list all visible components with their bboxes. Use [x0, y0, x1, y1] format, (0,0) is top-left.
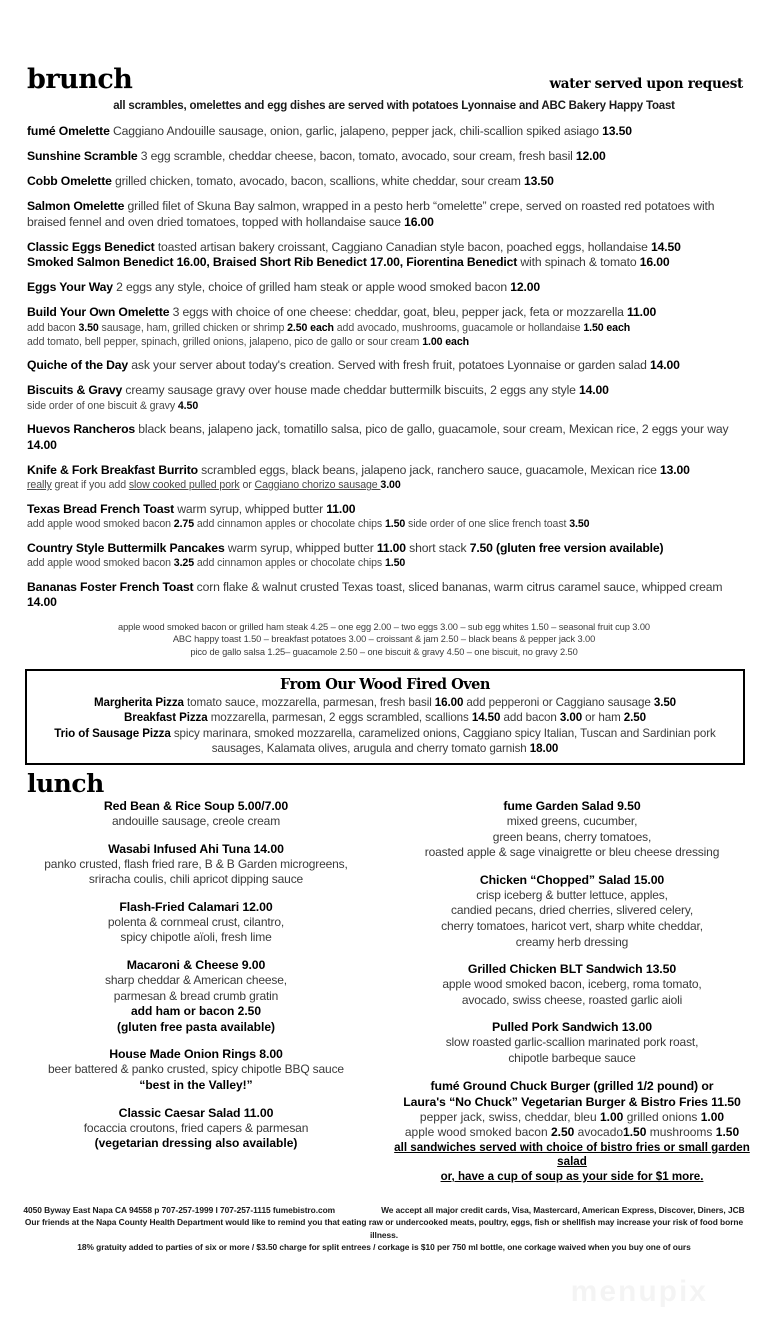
- option-text: pepper jack, swiss, cheddar, bleu: [419, 1109, 600, 1124]
- sides-line: ABC happy toast 1.50 – breakfast potatoes 3.00 – croissant & jam 2.50 – black beans & pepper jack 3.00: [172, 634, 596, 645]
- item-desc: andouille sausage, creole cream: [111, 814, 281, 829]
- short-stack-price: 7.50: [469, 540, 493, 555]
- option-text: avocado: [574, 1125, 624, 1140]
- item-desc: corn flake & walnut crusted Texas toast, sliced bananas, warm citrus caramel sauce, whipped cream: [193, 579, 723, 594]
- item-price: 16.00: [404, 214, 434, 229]
- addon-price: 2.50 each: [287, 321, 334, 334]
- smoked-salmon-benedict-price: 16.00: [176, 255, 207, 269]
- item-desc: slow roasted garlic-scallion marinated pork roast,: [445, 1035, 699, 1050]
- item-note: (gluten free pasta available): [116, 1019, 276, 1034]
- item-desc: creamy sausage gravy over house made cheddar buttermilk biscuits, 2 eggs any style: [122, 383, 580, 397]
- biscuits-side-line: [27, 399, 746, 413]
- item-price: 14.50: [650, 239, 681, 254]
- option-text: mushrooms: [646, 1125, 716, 1140]
- addon-text: or: [239, 479, 255, 491]
- item-extra-desc: add bacon: [500, 711, 560, 725]
- sides-price-block: [0, 621, 768, 659]
- addon-text: add apple wood smoked bacon: [27, 557, 174, 569]
- item-name: Huevos Rancheros: [27, 422, 136, 436]
- item-desc: panko crusted, flash fried rare, B & B Garden microgreens,: [44, 856, 348, 871]
- addon-text: add tomato, bell pepper, spinach, grilled onions, jalapeno, pico de gallo or sour cream: [27, 335, 423, 348]
- addon-option-pulled-pork: slow cooked pulled pork: [128, 479, 240, 491]
- item-price: 13.50: [523, 174, 554, 188]
- footer-health-notice: Our friends at the Napa County Health Department would like to remind you that eating raw or undercooked meats, poultry, eggs, fish or shellfish may increase your risk of food borne illness.: [24, 1217, 744, 1240]
- item-name: Country Style Buttermilk Pancakes: [27, 540, 225, 555]
- menu-item-huevos-rancheros: [27, 422, 746, 453]
- item-desc: sharp cheddar & American cheese,: [105, 973, 287, 988]
- sides-line: apple wood smoked bacon or grilled ham steak 4.25 – one egg 2.00 – two eggs 3.00 – sub egg whites 1.50 – seasonal fruit cup 3.00: [118, 621, 650, 632]
- item-price: 18.00: [529, 741, 559, 755]
- footer-top-row: [20, 1204, 748, 1217]
- menu-item-country-style-buttermilk-pancakes: [27, 541, 746, 571]
- item-extra-desc: add pepperoni or Caggiano sausage: [463, 696, 654, 710]
- item-name: fumé Omelette: [27, 124, 110, 138]
- item-name: Classic Eggs Benedict: [27, 239, 155, 254]
- menu-item-fume-omelette: [27, 124, 746, 140]
- addon-text: add avocado, mushrooms, guacamole or hollandaise: [333, 321, 584, 334]
- addon-price: 1.50: [384, 518, 406, 530]
- item-name: Texas Bread French Toast: [27, 501, 174, 516]
- sides-line: pico de gallo salsa 1.25– guacamole 2.50 – one biscuit & gravy 4.50 – one biscuit, no gravy 2.50: [190, 646, 578, 657]
- item-name: Quiche of the Day: [27, 358, 129, 372]
- item-desc: grilled chicken, tomato, avocado, bacon, scallions, white cheddar, sour cream: [111, 174, 524, 188]
- item-desc: tomato sauce, mozzarella, parmesan, fresh basil: [183, 696, 435, 710]
- menu-item-wasabi-infused-ahi-tuna: [16, 841, 376, 888]
- water-note: water served upon request: [549, 76, 743, 92]
- brunch-subnote: all scrambles, omelettes and egg dishes are served with potatoes Lyonnaise and ABC Bakery Happy Toast: [113, 100, 675, 112]
- addon-price: 3.50: [78, 321, 99, 334]
- item-desc: parmesan & bread crumb gratin: [113, 988, 279, 1003]
- addon-price: 1.50: [384, 557, 406, 569]
- footer-credit-cards: We accept all major credit cards, Visa, Mastercard, American Express, Discover, Diners, JCB: [381, 1204, 745, 1215]
- addon-price: 3.50: [569, 518, 590, 530]
- item-desc: mixed greens, cucumber,: [506, 814, 638, 829]
- menu-item-house-made-onion-rings: [16, 1046, 376, 1093]
- item-name: Classic Caesar Salad 11.00: [118, 1105, 274, 1120]
- item-name: Eggs Your Way: [27, 280, 113, 294]
- menu-item-bananas-foster-french-toast: [27, 580, 746, 611]
- fiorentina-benedict-desc: with spinach & tomato: [517, 255, 640, 269]
- menu-item-macaroni-and-cheese: [16, 957, 376, 1035]
- option-price: 1.00: [600, 1109, 624, 1124]
- menu-item-fume-garden-salad: [392, 798, 752, 861]
- item-desc: 2 eggs any style, choice of grilled ham steak or apple wood smoked bacon: [112, 280, 511, 294]
- fiorentina-benedict-name: Fiorentina Benedict: [406, 255, 518, 269]
- menu-item-knife-fork-breakfast-burrito: [27, 463, 746, 493]
- fiorentina-benedict-price: 16.00: [639, 255, 670, 269]
- short-rib-benedict-price: 17.00: [370, 255, 400, 269]
- addon-price: 1.00 each: [422, 335, 470, 348]
- item-desc: chipotle barbeque sauce: [508, 1051, 636, 1066]
- item-name: Grilled Chicken BLT Sandwich 13.50: [467, 962, 677, 977]
- side-price: 4.50: [177, 399, 199, 412]
- item-desc: creamy herb dressing: [515, 934, 629, 949]
- item-addon: add ham or bacon 2.50: [130, 1004, 262, 1019]
- item-desc: scrambled eggs, black beans, jalapeno jack, ranchero sauce, guacamole, Mexican rice: [197, 462, 661, 477]
- item-desc: Caggiano Andouille sausage, onion, garlic, jalapeno, pepper jack, chili-scallion spiked asiago: [109, 124, 603, 138]
- addon-text: add cinnamon apples or chocolate chips: [194, 557, 385, 569]
- menu-item-build-your-own-omelette: [27, 305, 746, 349]
- item-name: Build Your Own Omelette: [27, 305, 170, 319]
- item-price: 13.50: [602, 124, 632, 138]
- item-price: 14.50: [471, 711, 501, 725]
- item-desc: polenta & cornmeal crust, cilantro,: [107, 914, 285, 929]
- french-toast-addon-line: [27, 517, 746, 531]
- item-price: 14.00: [27, 437, 57, 452]
- option-text: grilled onions: [623, 1109, 701, 1124]
- menu-item-flash-fried-calamari: [16, 899, 376, 946]
- byo-addons-line-1: [27, 321, 746, 335]
- item-price: 12.00: [575, 149, 606, 163]
- pancakes-addon-line: [27, 556, 746, 570]
- item-name: Red Bean & Rice Soup 5.00/7.00: [103, 799, 289, 814]
- item-price: 11.00: [627, 305, 657, 319]
- addon-text: add apple wood smoked bacon: [27, 518, 174, 530]
- lunch-title: lunch: [27, 769, 104, 799]
- addon-text: add bacon: [27, 321, 79, 334]
- item-desc: grilled filet of Skuna Bay salmon, wrapped in a pesto herb “omelette” crepe, served on roasted red potatoes with braised fennel and oven dried tomatoes, topped with hollandaise sauce: [27, 199, 715, 229]
- item-desc: roasted apple & sage vinaigrette or bleu cheese dressing: [424, 845, 720, 860]
- addon-emphasis: really: [27, 479, 52, 491]
- item-desc: warm syrup, whipped butter: [224, 540, 377, 555]
- page-title: brunch: [27, 64, 133, 95]
- item-desc: spicy chipotle aïoli, fresh lime: [120, 930, 272, 945]
- item-note: “best in the Valley!”: [139, 1078, 253, 1093]
- item-name: Cobb Omelette: [27, 174, 112, 188]
- menu-item-fume-burger: [392, 1078, 752, 1185]
- addon-price: 2.75: [173, 518, 195, 530]
- item-name: Breakfast Pizza: [124, 711, 208, 725]
- item-price: 12.00: [510, 280, 541, 294]
- option-price: 1.50: [623, 1125, 647, 1140]
- addon-price: 3.25: [173, 557, 195, 569]
- addon-option-chorizo: Caggiano chorizo sausage: [254, 479, 381, 491]
- item-price: 11.00: [326, 501, 356, 516]
- sandwich-note-line-2: or, have a cup of soup as your side for $1 more.: [440, 1170, 704, 1183]
- addon-text: side order of one slice french toast: [405, 518, 570, 530]
- item-note: (vegetarian dressing also available): [94, 1136, 298, 1151]
- item-extra-price: 3.50: [653, 696, 677, 710]
- item-desc: avocado, swiss cheese, roasted garlic aioli: [461, 992, 683, 1007]
- side-text: side order of one biscuit & gravy: [27, 399, 178, 412]
- lunch-left-column: [8, 798, 384, 1196]
- footer: [0, 1204, 768, 1254]
- item-name: Flash-Fried Calamari 12.00: [119, 899, 273, 914]
- burger-title-line-1: fumé Ground Chuck Burger (grilled 1/2 pound) or: [430, 1078, 714, 1093]
- option-text: apple wood smoked bacon: [404, 1125, 551, 1140]
- addon-text: sausage, ham, grilled chicken or shrimp: [98, 321, 288, 334]
- item-desc: warm syrup, whipped butter: [174, 501, 327, 516]
- item-name: Pulled Pork Sandwich 13.00: [491, 1020, 653, 1035]
- menu-item-biscuits-and-gravy: [27, 383, 746, 413]
- item-desc: sriracha coulis, chili apricot dipping sauce: [88, 872, 304, 887]
- menu-item-texas-bread-french-toast: [27, 502, 746, 532]
- item-desc: beer battered & panko crusted, spicy chipotle BBQ sauce: [48, 1062, 344, 1077]
- item-name: House Made Onion Rings 8.00: [109, 1047, 283, 1062]
- item-desc: crisp iceberg & butter lettuce, apples,: [476, 887, 668, 902]
- sandwich-note-line-1: all sandwiches served with choice of bistro fries or small garden salad: [394, 1140, 750, 1169]
- item-desc: 3 egg scramble, cheddar cheese, bacon, tomato, avocado, sour cream, fresh basil: [137, 149, 576, 163]
- lunch-right-column: [384, 798, 760, 1196]
- addon-text: great if you add: [51, 479, 129, 491]
- menu-item-pulled-pork-sandwich: [392, 1019, 752, 1066]
- item-desc: candied pecans, dried cherries, slivered celery,: [450, 903, 694, 918]
- separator: ,: [206, 255, 213, 269]
- brunch-header: [0, 66, 768, 93]
- item-desc: black beans, jalapeno jack, tomatillo salsa, pico de gallo, guacamole, sour cream, Mexican rice, 2 eggs your way: [135, 422, 729, 436]
- item-desc: mozzarella, parmesan, 2 eggs scrambled, scallions: [207, 711, 472, 725]
- item-desc: apple wood smoked bacon, iceberg, roma tomato,: [442, 977, 702, 992]
- addon-price: 1.50 each: [583, 321, 631, 334]
- menu-item-salmon-omelette: [27, 199, 746, 230]
- item-name: Bananas Foster French Toast: [27, 579, 194, 594]
- item-name: Knife & Fork Breakfast Burrito: [27, 462, 198, 477]
- footer-address: 4050 Byway East Napa CA 94558 p 707-257-1999 I 707-257-1115 fumebistro.com: [23, 1204, 336, 1215]
- burrito-addon-line: [27, 478, 746, 492]
- menu-item-classic-caesar-salad: [16, 1105, 376, 1152]
- wood-fired-oven-section: [25, 669, 745, 765]
- item-desc: green beans, cherry tomatoes,: [492, 829, 652, 844]
- item-extra2-price: 2.50: [623, 711, 646, 725]
- menu-item-classic-eggs-benedict: [27, 240, 746, 271]
- watermark: [571, 1275, 708, 1309]
- item-desc: toasted artisan bakery croissant, Caggiano Canadian style bacon, poached eggs, hollandaise: [154, 239, 651, 254]
- item-name: Margherita Pizza: [93, 696, 184, 710]
- byo-addons-line-2: [27, 335, 746, 349]
- addon-price: 3.00: [380, 479, 401, 491]
- item-price: 11.00: [376, 540, 406, 555]
- menu-item-quiche-of-the-day: [27, 358, 746, 374]
- brunch-item-list: [0, 124, 768, 611]
- item-price: 16.00: [434, 696, 464, 710]
- menu-item-chicken-chopped-salad: [392, 872, 752, 950]
- item-extra-price: 3.00: [559, 711, 583, 725]
- item-desc: cherry tomatoes, haricot vert, sharp white cheddar,: [441, 919, 703, 934]
- menu-item-sunshine-scramble: [27, 149, 746, 165]
- gluten-free-note: (gluten free version available): [492, 540, 664, 555]
- footer-policy-notice: 18% gratuity added to parties of six or more / $3.50 charge for split entrees / corkage is $10 per 750 ml bottle, one corkage waived when you buy one of ours: [77, 1242, 691, 1253]
- item-name: Salmon Omelette: [27, 199, 125, 213]
- menu-page: [0, 66, 768, 1331]
- item-desc: focaccia croutons, fried capers & parmesan: [83, 1120, 309, 1135]
- benedict-variants-line: [27, 255, 746, 271]
- option-price: 2.50: [550, 1125, 575, 1140]
- menu-item-breakfast-pizza: [35, 710, 735, 725]
- menu-item-margherita-pizza: [35, 695, 735, 710]
- menu-item-grilled-chicken-blt-sandwich: [392, 961, 752, 1008]
- item-desc: ask your server about today's creation. Served with fresh fruit, potatoes Lyonnaise or garden salad: [128, 358, 650, 372]
- item-name: Wasabi Infused Ahi Tuna 14.00: [108, 841, 284, 856]
- item-desc: spicy marinara, smoked mozzarella, caramelized onions, Caggiano spicy Italian, Tuscan and Sardinian pork sausages, Kalamata olives, arugula and cherry tomato garnish: [170, 726, 716, 755]
- option-price: 1.50: [715, 1125, 740, 1140]
- option-price: 1.00: [700, 1109, 725, 1124]
- item-name: Sunshine Scramble: [27, 149, 138, 163]
- burger-title-line-2: Laura's “No Chuck” Vegetarian Burger & Bistro Fries 11.50: [403, 1094, 741, 1109]
- lunch-columns: [0, 798, 768, 1196]
- separator: ,: [399, 255, 407, 269]
- oven-section-title: From Our Wood Fired Oven: [280, 676, 490, 694]
- menu-item-cobb-omelette: [27, 174, 746, 190]
- short-rib-benedict-name: Braised Short Rib Benedict: [212, 255, 367, 269]
- menu-item-red-bean-rice-soup: [16, 798, 376, 830]
- menu-item-eggs-your-way: [27, 280, 746, 296]
- item-name: Biscuits & Gravy: [27, 383, 123, 397]
- item-name: Trio of Sausage Pizza: [54, 726, 171, 740]
- item-extra2-desc: or ham: [582, 711, 624, 725]
- item-name: Macaroni & Cheese 9.00: [126, 958, 266, 973]
- short-stack-label: short stack: [405, 540, 470, 555]
- item-desc: 3 eggs with choice of one cheese: cheddar, goat, bleu, pepper jack, feta or mozzarella: [169, 305, 628, 319]
- burger-options-line-1: [392, 1110, 752, 1126]
- item-price: 14.00: [649, 358, 680, 372]
- menu-item-trio-of-sausage-pizza: [35, 726, 735, 756]
- item-price: 14.00: [27, 595, 57, 609]
- burger-options-line-2: [392, 1125, 752, 1141]
- item-price: 13.00: [660, 462, 690, 477]
- smoked-salmon-benedict-name: Smoked Salmon Benedict: [27, 255, 174, 269]
- item-name: Chicken “Chopped” Salad 15.00: [479, 872, 665, 887]
- addon-text: add cinnamon apples or chocolate chips: [194, 518, 385, 530]
- item-price: 14.00: [579, 383, 609, 397]
- item-name: fume Garden Salad 9.50: [503, 799, 641, 814]
